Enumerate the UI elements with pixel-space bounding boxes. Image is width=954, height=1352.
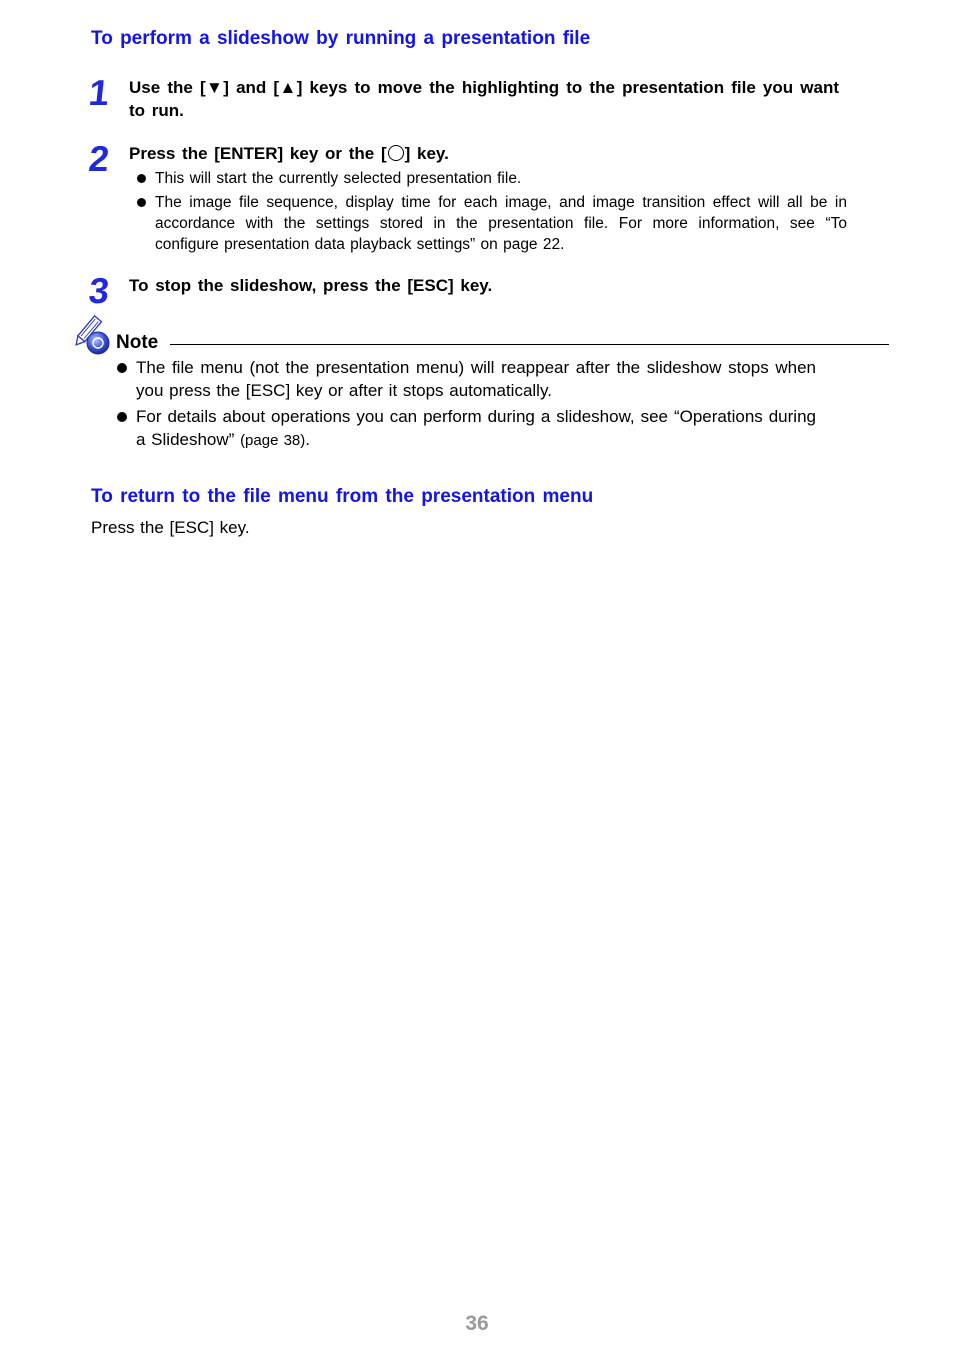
bullet-dot-icon [137,198,146,207]
step-2-text [129,142,839,165]
note-pencil-icon [70,314,112,356]
list-item-text: The file menu (not the presentation menu) will reappear after the slideshow stops when you press the [ESC] key or after it stops automatically. [136,358,816,400]
page-reference: (page 38) [240,432,306,449]
list-item-text: For details about operations you can perform during a slideshow, see “Operations during a Slideshow” [136,407,816,449]
step-number-2: 2 [86,138,112,179]
list-item [116,405,816,452]
step-number-3: 3 [86,270,112,311]
section-2-body: Press the [ESC] key. [91,518,250,537]
circle-key-icon [388,145,404,161]
step-1-text: Use the [▼] and [▲] keys to move the highlighting to the presentation file you want to run. [129,78,839,120]
section-heading-slideshow: To perform a slideshow by running a presentation file [91,28,591,49]
bullet-dot-icon [117,363,127,373]
list-item-text: The image file sequence, display time for each image, and image transition effect will all be in accordance with the settings stored in the presentation file. For more information, see “To configure presentation data playback settings” on page 22. [155,194,847,253]
step-2-text-start: Press the [ENTER] key or the [ [129,144,387,163]
bullet-dot-icon [137,174,146,183]
step-2-text-end: ] key. [404,144,449,163]
bullet-dot-icon [117,412,127,422]
note-label: Note [116,332,159,353]
section-heading-return: To return to the file menu from the presentation menu [91,486,594,507]
page-number: 36 [465,1312,489,1335]
step-number-1: 1 [86,72,112,113]
note-divider [170,344,889,345]
list-item-trailing: . [305,430,311,449]
list-item [136,192,847,255]
note-bullet-list [116,356,816,455]
list-item [136,168,847,189]
list-item-text: This will start the currently selected presentation file. [155,170,522,187]
step-2-bullet-list [136,168,847,258]
list-item [116,356,816,402]
step-3-text: To stop the slideshow, press the [ESC] key. [129,276,493,295]
